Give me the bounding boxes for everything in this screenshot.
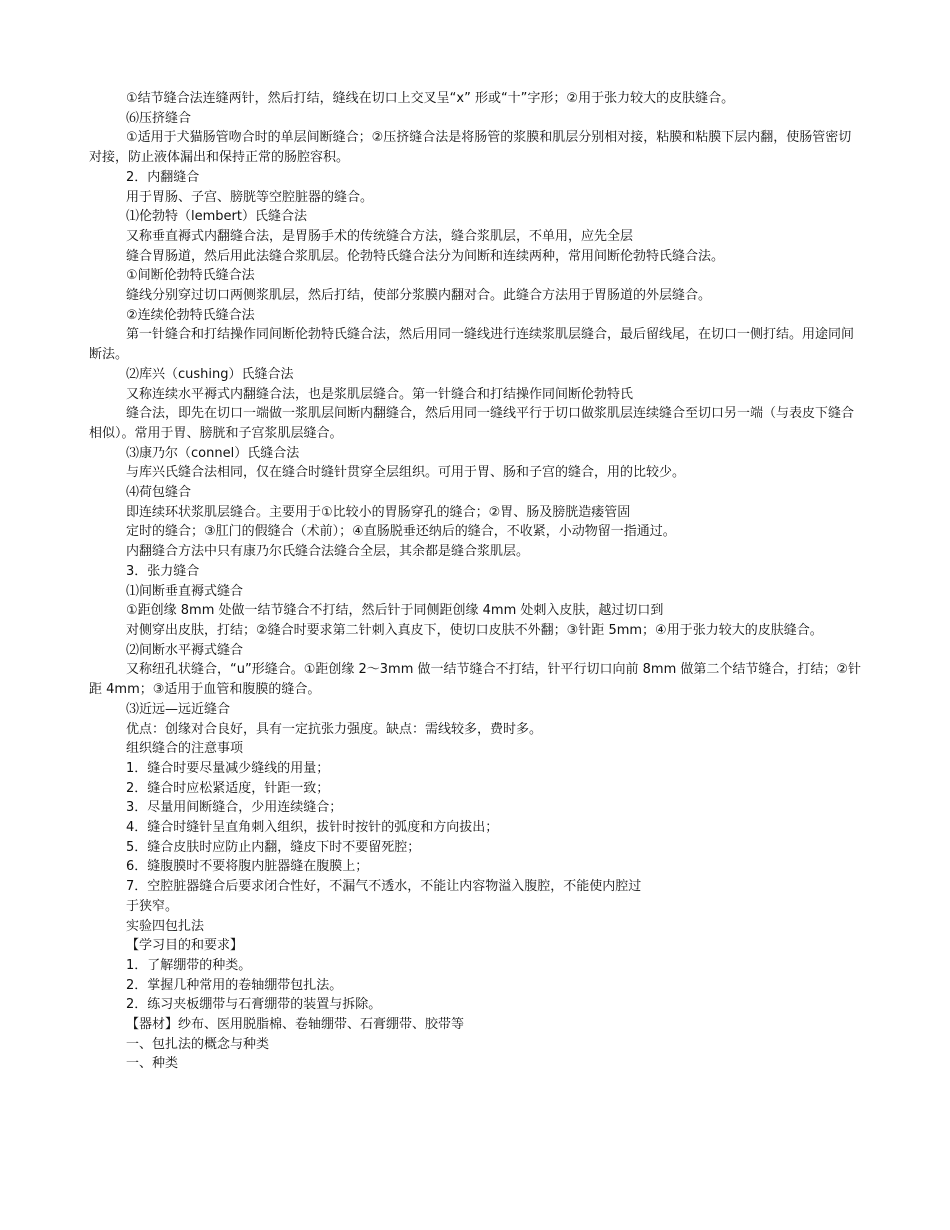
paragraph: 又称垂直褥式内翻缝合法，是胃肠手术的传统缝合方法，缝合浆肌层，不单用，应先全层 (126, 228, 634, 244)
paragraph: ⑴间断垂直褥式缝合 (126, 583, 244, 599)
paragraph: 7．空腔脏器缝合后要求闭合性好，不漏气不透水，不能让内容物溢入腹腔，不能使内腔过 (126, 879, 642, 895)
paragraph: 与库兴氏缝合法相同，仅在缝合时缝针贯穿全层组织。可用于胃、肠和子宫的缝合，用的比较少。 (126, 465, 686, 481)
paragraph: 1．了解绷带的种类。 (126, 957, 252, 973)
paragraph: 3．尽量用间断缝合，少用连续缝合； (126, 800, 343, 816)
paragraph: 于狭窄。 (126, 898, 179, 914)
paragraph: ①适用于犬猫肠管吻合时的单层间断缝合；②压挤缝合法是将肠管的浆膜和肌层分别相对接，粘膜和粘膜下层内翻，使肠管密切对接，防止液体漏出和保持正常的肠腔容积。 (89, 130, 852, 166)
paragraph: ⑶近远—远近缝合 (126, 701, 231, 717)
paragraph: 缝合胃肠道，然后用此法缝合浆肌层。伦勃特氏缝合法分为间断和连续两种，常用间断伦勃特氏缝合法。 (126, 248, 725, 264)
paragraph: 4．缝合时缝针呈直角刺入组织，拔针时按针的弧度和方向拔出； (126, 820, 499, 836)
paragraph: 缝合法，即先在切口一端做一浆肌层间断内翻缝合，然后用同一缝线平行于切口做浆肌层连续缝合至切口另一端（与表皮下缝合相似）。常用于胃、膀胱和子宫浆肌层缝合。 (89, 406, 855, 441)
paragraph: 又称纽孔状缝合，“u”形缝合。①距创缘 2～3mm 做一结节缝合不打结，针平行切口向前 8mm 做第二个结节缝合，打结；②针距 4mm；③适用于血管和腹膜的缝合。 (89, 662, 862, 698)
paragraph: 6．缝腹膜时不要将腹内脏器缝在腹膜上； (126, 859, 369, 875)
paragraph: 2．缝合时应松紧适度，针距一致； (126, 780, 330, 796)
paragraph: ⑹压挤缝合 (126, 110, 192, 126)
paragraph: 优点：创缘对合良好，具有一定抗张力强度。缺点：需线较多，费时多。 (126, 721, 543, 737)
paragraph: ①间断伦勃特氏缝合法 (126, 268, 255, 284)
paragraph: 用于胃肠、子宫、膀胱等空腔脏器的缝合。 (126, 189, 374, 205)
paragraph: 第一针缝合和打结操作同间断伦勃特氏缝合法，然后用同一缝线进行连续浆肌层缝合，最后留线尾，在切口一侧打结。用途同间断法。 (89, 327, 855, 363)
paragraph: 定时的缝合；③肛门的假缝合（术前）；④直肠脱垂还纳后的缝合，不收紧，小动物留一指通过。 (126, 524, 676, 540)
paragraph: ⑵间断水平褥式缝合 (126, 642, 244, 658)
paragraph: 缝线分别穿过切口两侧浆肌层，然后打结，使部分浆膜内翻对合。此缝合方法用于胃肠道的外层缝合。 (126, 288, 712, 304)
paragraph: 对侧穿出皮肤，打结；②缝合时要求第二针刺入真皮下，使切口皮肤不外翻；③针距 5mm；④用于张力较大的皮肤缝合。 (126, 622, 823, 638)
paragraph: ⑵库兴（cushing）氏缝合法 (126, 366, 294, 382)
paragraph: 一、种类 (126, 1056, 179, 1072)
paragraph: 2．内翻缝合 (126, 169, 200, 185)
paragraph: 5．缝合皮肤时应防止内翻，缝皮下时不要留死腔； (126, 839, 421, 855)
paragraph: ⑷荷包缝合 (126, 485, 192, 501)
document-body (89, 89, 861, 1074)
paragraph: 1．缝合时要尽量减少缝线的用量； (126, 760, 330, 776)
paragraph: 实验四包扎法 (126, 918, 205, 934)
paragraph: 又称连续水平褥式内翻缝合法，也是浆肌层缝合。第一针缝合和打结操作同间断伦勃特氏 (126, 386, 634, 402)
paragraph: 组织缝合的注意事项 (126, 741, 244, 757)
paragraph: ①结节缝合法连缝两针，然后打结，缝线在切口上交叉呈“x” 形或“十”字形；②用于张力较大的皮肤缝合。 (126, 91, 735, 106)
paragraph: 即连续环状浆肌层缝合。主要用于①比较小的胃肠穿孔的缝合；②胃、肠及膀胱造瘘管固 (126, 504, 631, 520)
paragraph: 【学习目的和要求】 (126, 938, 244, 954)
paragraph: ⑴伦勃特（lembert）氏缝合法 (126, 209, 307, 225)
paragraph: 内翻缝合方法中只有康乃尔氏缝合法缝合全层，其余都是缝合浆肌层。 (126, 544, 530, 560)
paragraph: ①距创缘 8mm 处做一结节缝合不打结，然后针于同侧距创缘 4mm 处刺入皮肤，越过切口到 (126, 603, 664, 619)
paragraph: 2．练习夹板绷带与石膏绷带的装置与拆除。 (126, 997, 382, 1013)
paragraph: 2．掌握几种常用的卷轴绷带包扎法。 (126, 977, 343, 993)
paragraph: 3．张力缝合 (126, 563, 200, 579)
paragraph: 【器材】纱布、医用脱脂棉、卷轴绷带、石膏绷带、胶带等 (126, 1017, 465, 1033)
paragraph: 一、包扎法的概念与种类 (126, 1036, 270, 1052)
paragraph: ②连续伦勃特氏缝合法 (126, 307, 255, 323)
paragraph: ⑶康乃尔（connel）氏缝合法 (126, 445, 300, 461)
